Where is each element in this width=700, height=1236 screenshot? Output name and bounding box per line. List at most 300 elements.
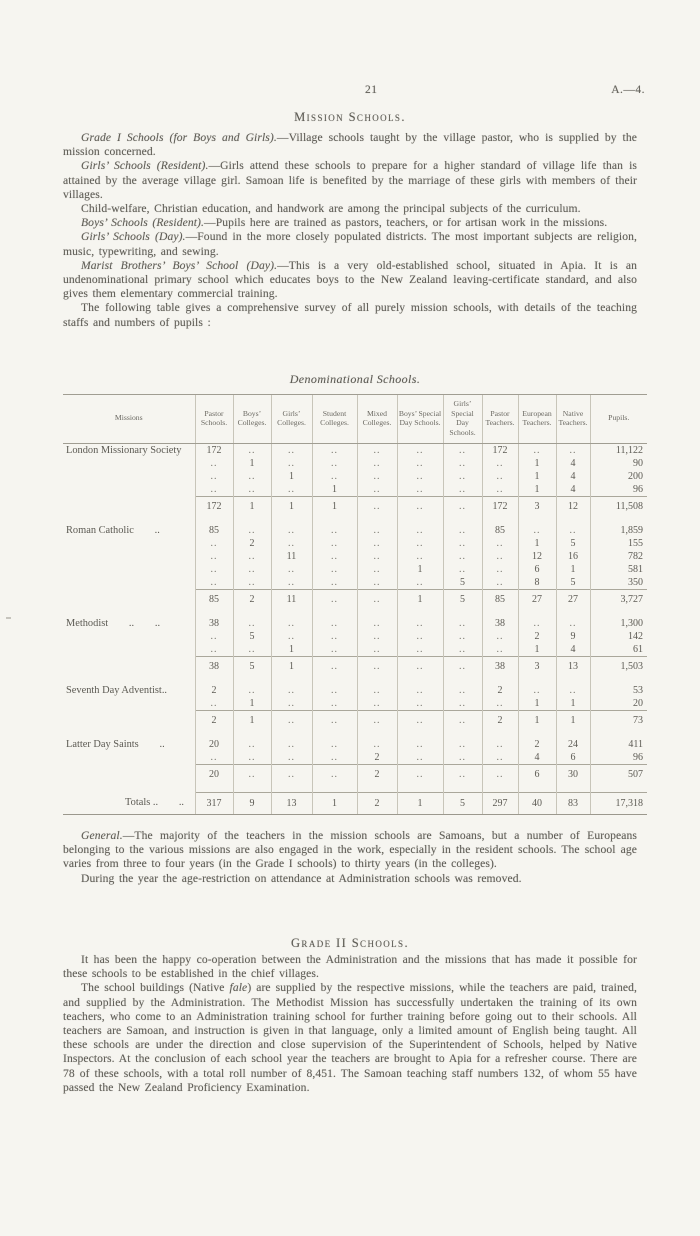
table-cell: [397, 730, 443, 738]
paragraph: [63, 981, 637, 1095]
column-header: Pupils.: [590, 395, 647, 444]
table-cell: [397, 676, 443, 684]
text: —Village schools taught by the village pastor, who is supplied by the mission concerned.: [63, 131, 637, 159]
table-cell: 1: [312, 483, 357, 497]
table-cell: 1: [397, 589, 443, 609]
table-cell: ..: [195, 643, 233, 657]
text: It has been the happy co-operation between the Administration and the missions that has made it possible for these schools to be established in the chief villages.: [63, 953, 637, 981]
italic-text: Girls’ Schools (Day).: [81, 230, 186, 244]
table-cell: ..: [357, 617, 397, 630]
table-cell: ..: [443, 617, 482, 630]
mission-data-row: [63, 550, 647, 563]
table-cell: ..: [397, 656, 443, 676]
italic-text: Grade I Schools (for Boys and Girls).: [81, 131, 277, 144]
mission-subtotal-row: [63, 764, 647, 784]
table-cell: ..: [397, 764, 443, 784]
table-cell: [518, 516, 556, 524]
table-cell: ..: [233, 764, 271, 784]
table-cell: 2: [233, 589, 271, 609]
table-cell: ..: [397, 710, 443, 730]
table-cell: ..: [271, 524, 312, 537]
table-cell: ..: [443, 457, 482, 470]
table-cell: 20: [195, 738, 233, 751]
mission-schools-heading: Mission Schools.: [294, 110, 406, 124]
mission-subtotal-row: [63, 710, 647, 730]
text: —Found in the more closely populated districts. The most important subjects are religion, music, typewriting, and sewing.: [63, 230, 637, 258]
text: —The majority of the teachers in the mission schools are Samoans, but a number of Europeans belonging to the various missions are also engaged in the work, especially in the resident schools. The school age varies from three to four years (in the Grade I schools) to thirty years (in the colleges).: [63, 829, 637, 871]
mission-subtotal-row: [63, 496, 647, 516]
table-cell: [63, 537, 195, 550]
table-cell: ..: [195, 630, 233, 643]
table-cell: 12: [556, 496, 590, 516]
table-cell: [482, 516, 518, 524]
table-cell: ..: [397, 524, 443, 537]
table-cell: ..: [482, 483, 518, 497]
italic-text: General.: [81, 829, 123, 842]
table-cell: ..: [233, 751, 271, 765]
table-cell: ..: [443, 563, 482, 576]
table-cell: ..: [482, 643, 518, 657]
table-cell: ..: [482, 697, 518, 711]
table-cell: ..: [397, 697, 443, 711]
table-cell: 17,318: [590, 792, 647, 814]
table-cell: [271, 784, 312, 793]
table-cell: ..: [482, 470, 518, 483]
table-cell: ..: [233, 738, 271, 751]
table-cell: ..: [195, 697, 233, 711]
table-cell: [233, 676, 271, 684]
mission-data-row: [63, 738, 647, 751]
table-cell: ..: [397, 443, 443, 457]
table-cell: 155: [590, 537, 647, 550]
table-cell: ..: [271, 617, 312, 630]
table-cell: 1: [233, 496, 271, 516]
table-cell: ..: [312, 537, 357, 550]
table-cell: [357, 784, 397, 793]
paragraph: [63, 202, 637, 216]
table-cell: 13: [556, 656, 590, 676]
table-cell: 1: [518, 470, 556, 483]
table-cell: ..: [312, 751, 357, 765]
mission-data-row: [63, 524, 647, 537]
paragraph: [63, 230, 637, 258]
table-cell: 3: [518, 656, 556, 676]
table-cell: ..: [443, 630, 482, 643]
table-cell: [195, 516, 233, 524]
table-cell: ..: [271, 483, 312, 497]
table-cell: 5: [443, 589, 482, 609]
table-cell: ..: [357, 457, 397, 470]
table-cell: ..: [518, 617, 556, 630]
table-cell: 24: [556, 738, 590, 751]
paragraph: [63, 259, 637, 302]
general-paragraphs: [63, 829, 637, 886]
grade2-paragraphs: [63, 953, 637, 1095]
table-cell: 27: [518, 589, 556, 609]
table-cell: ..: [482, 550, 518, 563]
table-cell: ..: [397, 496, 443, 516]
table-cell: ..: [271, 710, 312, 730]
table-cell: ..: [271, 764, 312, 784]
mission-data-row: [63, 751, 647, 765]
table-cell: [357, 730, 397, 738]
table-cell: 5: [556, 537, 590, 550]
table-cell: ..: [518, 524, 556, 537]
table-cell: ..: [482, 457, 518, 470]
table-cell: 11: [271, 589, 312, 609]
table-cell: 3: [518, 496, 556, 516]
table-cell: ..: [271, 684, 312, 697]
table-cell: [556, 609, 590, 617]
table-cell: [63, 589, 195, 609]
table-cell: ..: [443, 470, 482, 483]
spacer-row: [63, 730, 647, 738]
table-cell: [63, 784, 195, 793]
spacer-row: [63, 676, 647, 684]
table-cell: Latter Day Saints ..: [66, 738, 165, 750]
column-header: Native Teachers.: [556, 395, 590, 444]
table-cell: 350: [590, 576, 647, 590]
table-cell: 4: [556, 483, 590, 497]
table-cell: [233, 784, 271, 793]
table-cell: ..: [397, 457, 443, 470]
table-cell: ..: [443, 483, 482, 497]
paragraph: [63, 216, 637, 230]
table-cell: ..: [312, 470, 357, 483]
column-header: Girls’ Colleges.: [271, 395, 312, 444]
table-cell: Methodist .. ..: [66, 617, 161, 629]
table-cell: 2: [195, 710, 233, 730]
mission-data-row: [63, 483, 647, 497]
table-cell: ..: [271, 751, 312, 765]
table-cell: ..: [271, 563, 312, 576]
table-cell: 1: [233, 710, 271, 730]
table-cell: ..: [312, 710, 357, 730]
table-cell: 73: [590, 710, 647, 730]
table-cell: 317: [195, 792, 233, 814]
table-cell: 2: [357, 792, 397, 814]
table-cell: [63, 483, 195, 497]
text: —Girls attend these schools to prepare for a higher standard of village life than is attained by the average village girl. Samoan life is benefited by the marriage of these girls with members of their villages.: [63, 159, 637, 201]
table-cell: [357, 676, 397, 684]
table-cell: [271, 676, 312, 684]
table-cell: 1: [556, 710, 590, 730]
table-cell: 200: [590, 470, 647, 483]
table-cell: Seventh Day Adventist..: [66, 684, 168, 696]
table-cell: ..: [195, 563, 233, 576]
table-cell: 20: [195, 764, 233, 784]
spacer-row: [63, 516, 647, 524]
text: During the year the age-restriction on attendance at Administration schools was removed.: [81, 871, 522, 885]
table-cell: [590, 516, 647, 524]
table-cell: ..: [312, 524, 357, 537]
table-cell: 11: [271, 550, 312, 563]
table-cell: ..: [397, 470, 443, 483]
table-cell: ..: [195, 470, 233, 483]
table-cell: 40: [518, 792, 556, 814]
table-cell: ..: [397, 550, 443, 563]
table-cell: ..: [397, 537, 443, 550]
table-cell: ..: [482, 738, 518, 751]
table-cell: [556, 784, 590, 793]
table-cell: 1: [233, 457, 271, 470]
table-cell: [556, 516, 590, 524]
table-cell: Roman Catholic ..: [66, 524, 160, 536]
table-cell: ..: [195, 751, 233, 765]
table-cell: ..: [357, 643, 397, 657]
mission-data-row: [63, 697, 647, 711]
table-cell: ..: [357, 496, 397, 516]
table-cell: ..: [443, 710, 482, 730]
page-header: [63, 84, 647, 100]
table-cell: ..: [556, 524, 590, 537]
table-cell: 53: [590, 684, 647, 697]
table-cell: [312, 516, 357, 524]
table-cell: 411: [590, 738, 647, 751]
table-cell: ..: [443, 751, 482, 765]
table-cell: [233, 516, 271, 524]
table-cell: 9: [233, 792, 271, 814]
table-cell: [397, 609, 443, 617]
table-cell: ..: [312, 630, 357, 643]
table-cell: 507: [590, 764, 647, 784]
table-cell: [63, 576, 195, 590]
text: The following table gives a comprehensive survey of all purely mission schools, with details of the teaching staffs and numbers of pupils :: [63, 301, 637, 329]
table-cell: ..: [556, 617, 590, 630]
table-cell: [397, 516, 443, 524]
table-cell: 1: [556, 563, 590, 576]
table-cell: [63, 630, 195, 643]
table-cell: ..: [357, 656, 397, 676]
table-cell: ..: [397, 630, 443, 643]
table-cell: ..: [556, 443, 590, 457]
table-cell: 172: [195, 443, 233, 457]
table-cell: 5: [443, 792, 482, 814]
table-cell: [63, 609, 195, 617]
table-cell: ..: [195, 483, 233, 497]
table-cell: [63, 764, 195, 784]
table-cell: ..: [397, 684, 443, 697]
table-cell: [357, 609, 397, 617]
mission-data-row: [63, 563, 647, 576]
table-cell: [518, 609, 556, 617]
grade2-schools-heading: Grade II Schools.: [291, 936, 409, 950]
table-cell: 11,508: [590, 496, 647, 516]
table-cell: 1: [518, 537, 556, 550]
table-cell: 6: [518, 764, 556, 784]
table-cell: 297: [482, 792, 518, 814]
table-cell: ..: [195, 537, 233, 550]
table-cell: ..: [312, 684, 357, 697]
table-cell: ..: [443, 537, 482, 550]
text: The school buildings (Native: [81, 981, 230, 995]
table-cell: [590, 784, 647, 793]
table-cell: 4: [556, 643, 590, 657]
table-cell: [312, 730, 357, 738]
column-header: Mixed Colleges.: [357, 395, 397, 444]
table-cell: ..: [312, 589, 357, 609]
mission-subtotal-row: [63, 656, 647, 676]
table-cell: ..: [271, 457, 312, 470]
table-cell: 4: [556, 470, 590, 483]
table-cell: ..: [482, 764, 518, 784]
table-cell: ..: [312, 550, 357, 563]
mission-data-row: [63, 537, 647, 550]
table-cell: ..: [312, 443, 357, 457]
mission-data-row: [63, 443, 647, 457]
table-cell: ..: [195, 576, 233, 590]
table-cell: [63, 730, 195, 738]
table-cell: 96: [590, 483, 647, 497]
table-cell: [195, 730, 233, 738]
table-cell: ..: [518, 443, 556, 457]
table-cell: ..: [443, 738, 482, 751]
table-cell: 2: [195, 684, 233, 697]
table-cell: [590, 676, 647, 684]
table-cell: 1,859: [590, 524, 647, 537]
table-cell: 16: [556, 550, 590, 563]
table-cell: ..: [397, 483, 443, 497]
mission-data-row: [63, 617, 647, 630]
table-cell: ..: [312, 764, 357, 784]
paragraph: [63, 301, 637, 329]
column-header: Girls’ Special Day Schools.: [443, 395, 482, 444]
table-cell: ..: [357, 710, 397, 730]
table-cell: ..: [271, 537, 312, 550]
table-cell: ..: [357, 630, 397, 643]
mission-subtotal-row: [63, 589, 647, 609]
table-cell: ..: [233, 563, 271, 576]
table-cell: [312, 784, 357, 793]
table-cell: ..: [482, 576, 518, 590]
table-cell: 1: [233, 697, 271, 711]
table-cell: 2: [518, 630, 556, 643]
table-cell: [590, 609, 647, 617]
table-cell: 1: [518, 483, 556, 497]
text: —Pupils here are trained as pastors, teachers, or for artisan work in the missions.: [204, 216, 608, 230]
totals-row: [63, 792, 647, 814]
table-cell: [518, 676, 556, 684]
table-cell: 1: [397, 792, 443, 814]
table-cell: 61: [590, 643, 647, 657]
table-cell: [482, 609, 518, 617]
mission-data-row: [63, 457, 647, 470]
table-cell: [271, 516, 312, 524]
table-cell: ..: [556, 684, 590, 697]
table-cell: 9: [556, 630, 590, 643]
table-cell: ..: [482, 751, 518, 765]
column-header: Boys’ Special Day Schools.: [397, 395, 443, 444]
table-cell: [63, 563, 195, 576]
table-cell: [482, 784, 518, 793]
text: Child-welfare, Christian education, and handwork are among the principal subjects of the curriculum.: [81, 202, 581, 216]
table-cell: ..: [518, 684, 556, 697]
spacer-row: [63, 784, 647, 793]
table-cell: 1: [518, 710, 556, 730]
table-cell: [518, 730, 556, 738]
mission-data-row: [63, 643, 647, 657]
table-cell: 5: [233, 656, 271, 676]
table-cell: 13: [271, 792, 312, 814]
mission-data-row: [63, 684, 647, 697]
table-cell: [357, 516, 397, 524]
denominational-schools-table: [63, 394, 647, 815]
table-cell: ..: [357, 684, 397, 697]
table-cell: [556, 730, 590, 738]
table-cell: ..: [443, 550, 482, 563]
table-cell: 38: [195, 656, 233, 676]
table-cell: [63, 550, 195, 563]
table-cell: ..: [233, 617, 271, 630]
table-cell: ..: [357, 524, 397, 537]
table-cell: [63, 676, 195, 684]
table-cell: ..: [482, 537, 518, 550]
italic-text: Boys’ Schools (Resident).: [81, 216, 205, 230]
table-cell: 581: [590, 563, 647, 576]
table-cell: 172: [195, 496, 233, 516]
table-cell: ..: [357, 537, 397, 550]
table-cell: 30: [556, 764, 590, 784]
table-cell: ..: [443, 764, 482, 784]
table-cell: ..: [233, 483, 271, 497]
table-cell: ..: [271, 576, 312, 590]
table-cell: 1,503: [590, 656, 647, 676]
table-cell: [312, 609, 357, 617]
mission-schools-paragraphs: [63, 131, 637, 330]
table-cell: ..: [397, 738, 443, 751]
table-cell: 85: [482, 524, 518, 537]
table-cell: [63, 516, 195, 524]
table-cell: [482, 676, 518, 684]
table-cell: [233, 730, 271, 738]
table-cell: [63, 496, 195, 516]
document-reference: A.—4.: [611, 84, 645, 96]
table-cell: ..: [397, 576, 443, 590]
table-cell: [63, 697, 195, 711]
table-cell: 11,122: [590, 443, 647, 457]
table-cell: ..: [312, 563, 357, 576]
table-cell: 27: [556, 589, 590, 609]
table-cell: ..: [357, 563, 397, 576]
table-cell: 1: [518, 697, 556, 711]
table-cell: 1: [271, 643, 312, 657]
table-cell: [482, 730, 518, 738]
table-cell: 5: [233, 630, 271, 643]
table-cell: ..: [357, 550, 397, 563]
table-cell: ..: [233, 524, 271, 537]
table-cell: 2: [482, 684, 518, 697]
table-cell: ..: [195, 550, 233, 563]
table-cell: 38: [482, 617, 518, 630]
table-cell: 6: [556, 751, 590, 765]
table-cell: [63, 656, 195, 676]
table-cell: 38: [482, 656, 518, 676]
paragraph: [63, 131, 637, 159]
table-cell: ..: [357, 483, 397, 497]
italic-text: fale: [229, 981, 248, 995]
table-cell: [63, 470, 195, 483]
table-cell: ..: [312, 656, 357, 676]
text: ) are supplied by the respective missions, while the teachers are paid, trained, and supplied by the Administration. The Methodist Mission has successfully undertaken the training of its own teachers, who come to an Administration training school for further training before going out to their schools. All teachers are Samoan, and instruction is given in that language, only a limited amount of English being taught. All these schools are under the direction and close supervision of the Superintendent of Schools, helped by Native Inspectors. At the conclusion of each school year the teachers are brought to Apia for a refresher course. There are 78 of these schools, with a total roll number of 8,451. The Samoan teaching staff numbers 132, of whom 55 have passed the New Zealand Proficiency Examination.: [63, 981, 637, 1094]
table-cell: 6: [518, 563, 556, 576]
table-cell: ..: [357, 443, 397, 457]
column-header: Student Colleges.: [312, 395, 357, 444]
table-cell: 38: [195, 617, 233, 630]
column-header: Boys’ Colleges.: [233, 395, 271, 444]
table-title: Denominational Schools.: [289, 372, 421, 386]
table-cell: ..: [443, 524, 482, 537]
paragraph: [63, 159, 637, 202]
